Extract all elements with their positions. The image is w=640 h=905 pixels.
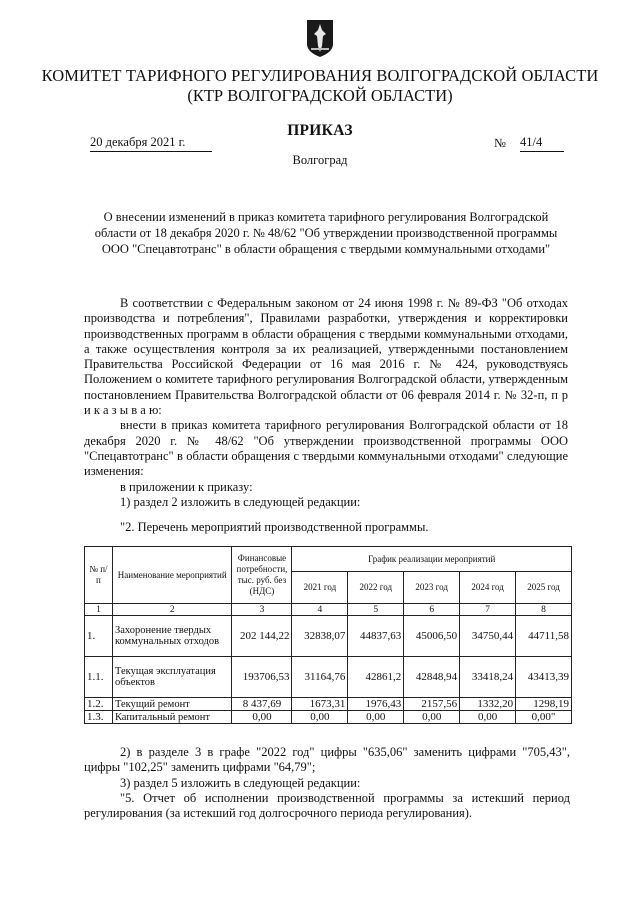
row-year-value: 1332,20 xyxy=(460,698,516,711)
coat-of-arms-icon xyxy=(305,18,335,58)
row-year-value: 0,00 xyxy=(348,711,404,724)
subject-line: О внесении изменений в приказ комитета тарифного регулирования Волгоградской xyxy=(103,210,549,224)
column-number: 5 xyxy=(348,604,404,616)
row-num: 1.1. xyxy=(85,657,113,698)
row-name: Текущая эксплуатация объектов xyxy=(112,657,232,698)
header-schedule: График реализации мероприятий xyxy=(292,547,572,572)
row-year-value: 43413,39 xyxy=(516,657,572,698)
row-year-value: 1298,19 xyxy=(516,698,572,711)
row-name: Капитальный ремонт xyxy=(112,711,232,724)
number-label: № xyxy=(494,136,506,150)
table-row xyxy=(85,657,572,698)
org-name-line1: КОМИТЕТ ТАРИФНОГО РЕГУЛИРОВАНИЯ ВОЛГОГРАДСКОЙ ОБЛАСТИ xyxy=(41,66,599,85)
row-year-value: 2157,56 xyxy=(404,698,460,711)
row-name: Захоронение твердых коммунальных отходов xyxy=(112,616,232,657)
row-year-value: 1976,43 xyxy=(348,698,404,711)
row-finance: 0,00 xyxy=(232,711,292,724)
column-number: 1 xyxy=(85,604,113,616)
table-row xyxy=(85,616,572,657)
column-number: 3 xyxy=(232,604,292,616)
row-name: Текущий ремонт xyxy=(112,698,232,711)
header-name: Наименование мероприятий xyxy=(112,547,232,604)
row-year-value: 0,00" xyxy=(516,711,572,724)
column-number: 4 xyxy=(292,604,348,616)
item-2: 2) в разделе 3 в графе "2022 год" цифры "635,06" заменить цифрами "705,43", цифры "102,25" заменить цифрами "64,79"; xyxy=(84,745,570,775)
header-year: 2025 год xyxy=(516,572,572,604)
column-number: 8 xyxy=(516,604,572,616)
section-heading: "2. Перечень мероприятий производственной программы. xyxy=(120,520,429,534)
document-city: Волгоград xyxy=(292,153,348,167)
row-year-value: 45006,50 xyxy=(404,616,460,657)
item-1: 1) раздел 2 изложить в следующей редакции: xyxy=(120,494,361,509)
row-year-value: 42861,2 xyxy=(348,657,404,698)
org-name-line2: (КТР ВОЛГОГРАДСКОЙ ОБЛАСТИ) xyxy=(187,86,453,105)
subject-line: области от 18 декабря 2020 г. № 48/62 "Об утверждении производственной программы xyxy=(94,226,558,240)
row-year-value: 0,00 xyxy=(404,711,460,724)
row-num: 1.2. xyxy=(85,698,113,711)
header-year: 2022 год xyxy=(348,572,404,604)
row-year-value: 34750,44 xyxy=(460,616,516,657)
row-year-value: 31164,76 xyxy=(292,657,348,698)
amendments-continued xyxy=(84,745,570,821)
header-num: № п/п xyxy=(85,547,113,604)
item-3: 3) раздел 5 изложить в следующей редакции: xyxy=(120,775,361,790)
column-number: 7 xyxy=(460,604,516,616)
row-num: 1.3. xyxy=(85,711,113,724)
row-year-value: 44837,63 xyxy=(348,616,404,657)
header-year: 2024 год xyxy=(460,572,516,604)
annex-line: в приложении к приказу: xyxy=(120,479,253,494)
column-number: 6 xyxy=(404,604,460,616)
measures-table xyxy=(84,546,572,724)
document-body xyxy=(84,296,568,510)
document-date: 20 декабря 2021 г. xyxy=(90,135,212,152)
row-finance: 193706,53 xyxy=(232,657,292,698)
document-title: ПРИКАЗ xyxy=(287,122,353,139)
header-finance: Финансовые потребности, тыс. руб. без (НДС) xyxy=(232,547,292,604)
table-row xyxy=(85,698,572,711)
document-subject xyxy=(88,209,564,257)
preamble-paragraph: В соответствии с Федеральным законом от 24 июня 1998 г. № 89-ФЗ "Об отходах производства и потребления", Правилами разработки, утверждения и корректировки производственных программ в области обращения с твердыми коммунальными отходами, а также осуществления контроля за их реализацией, утвержденными постановлением Правительства Российской Федерации от 16 мая 2016 г. № 424, руководствуясь Положением о комитете тарифного регулирования Волгоградской области, утвержденным постановлением Правительства Волгоградской области от 06 февраля 2014 г. № 32-п, п р и к а з ы в а ю: xyxy=(84,296,568,418)
row-num: 1. xyxy=(85,616,113,657)
row-year-value: 44711,58 xyxy=(516,616,572,657)
row-finance: 202 144,22 xyxy=(232,616,292,657)
document-number: 41/4 xyxy=(520,135,564,152)
row-year-value: 0,00 xyxy=(292,711,348,724)
subject-line: ООО "Спецавтотранс" в области обращения с твердыми коммунальными отходами" xyxy=(101,242,551,256)
row-year-value: 42848,94 xyxy=(404,657,460,698)
item-3-text: "5. Отчет об исполнении производственной программы за истекший период регулирования (за истекший год долгосрочного периода регулирования). xyxy=(84,790,570,821)
row-finance: 8 437,69 xyxy=(232,698,292,711)
column-number: 2 xyxy=(112,604,232,616)
row-year-value: 33418,24 xyxy=(460,657,516,698)
order-paragraph: внести в приказ комитета тарифного регулирования Волгоградской области от 18 декабря 2020 г. № 48/62 "Об утверждении производственной программы ООО "Спецавтотранс" в области обращения с твердыми коммунальными отходами" следующие изменения: xyxy=(84,418,568,479)
row-year-value: 0,00 xyxy=(460,711,516,724)
header-year: 2021 год xyxy=(292,572,348,604)
table-row xyxy=(85,711,572,724)
header-year: 2023 год xyxy=(404,572,460,604)
row-year-value: 1673,31 xyxy=(292,698,348,711)
row-year-value: 32838,07 xyxy=(292,616,348,657)
